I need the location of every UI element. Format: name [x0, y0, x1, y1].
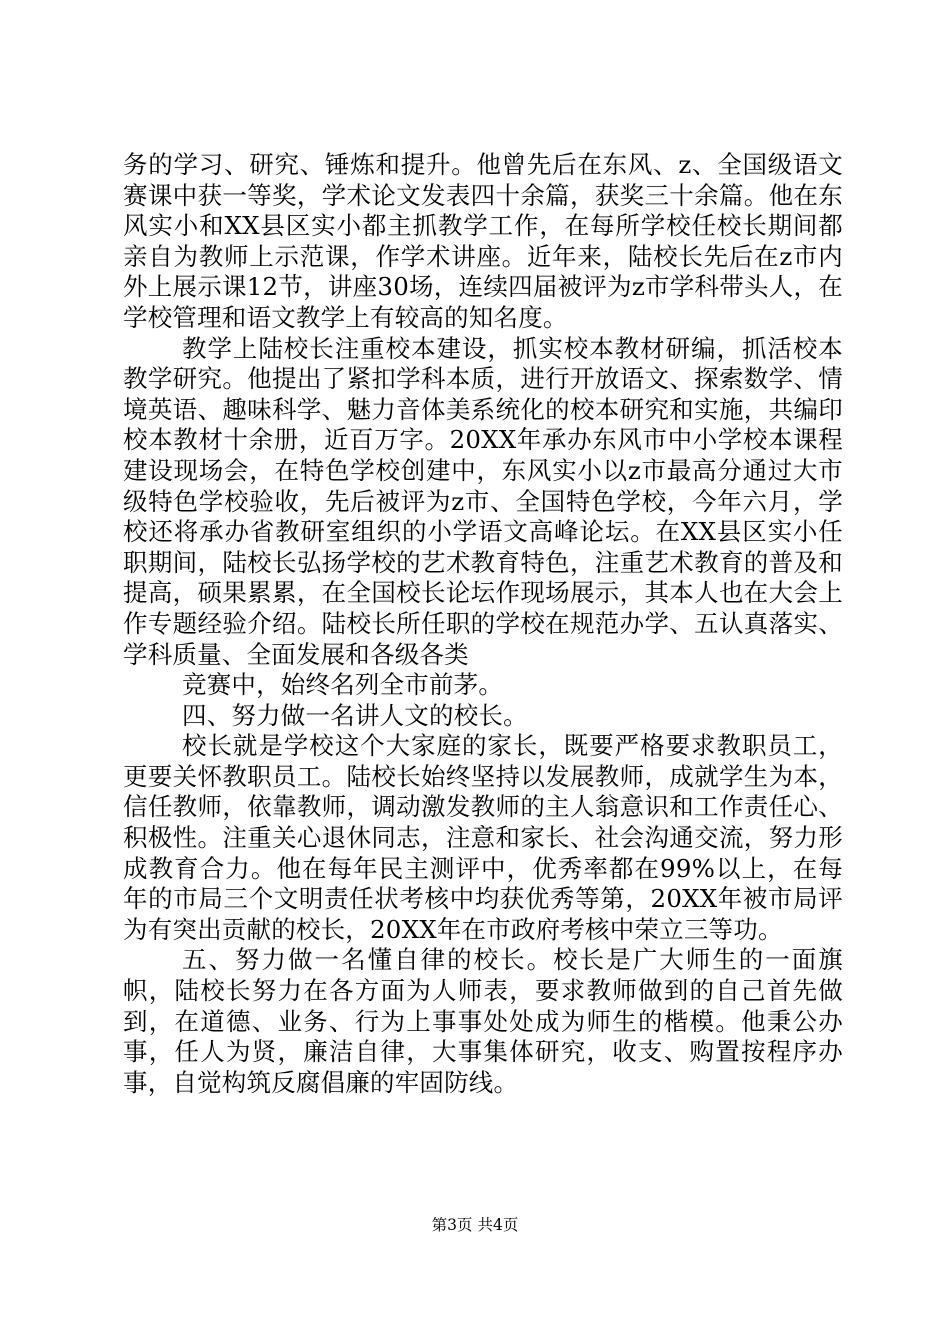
paragraph-6: 五、努力做一名懂自律的校长。校长是广大师生的一面旗帜，陆校长努力在各方面为人师表，要求教师做到的自己首先做到，在道德、业务、行为上事事处处成为师生的楷模。他秉公办事，任人为贤，廉洁自律，大事集体研究，收支、购置按程序办事，自觉构筑反腐倡廉的牢固防线。: [123, 945, 843, 1097]
paragraph-5: 校长就是学校这个大家庭的家长，既要严格要求教职员工，更要关怀教职员工。陆校长始终坚持以发展教师，成就学生为本，信任教师，依靠教师，调动激发教师的主人翁意识和工作责任心、积极性。注重关心退休同志，注意和家长、社会沟通交流，努力形成教育合力。他在每年民主测评中，优秀率都在99%以上，在每年的市局三个文明责任状考核中均获优秀等第，20XX年被市局评为有突出贡献的校长，20XX年在市政府考核中荣立三等功。: [123, 731, 843, 944]
page-number-footer: 第3页 共4页: [431, 1216, 519, 1234]
paragraph-3: 竞赛中，始终名列全市前茅。: [182, 670, 504, 700]
paragraph-2: 教学上陆校长注重校本建设，抓实校本教材研编，抓活校本教学研究。他提出了紧扣学科本质，进行开放语文、探索数学、情境英语、趣味科学、魅力音体美系统化的校本研究和实施，共编印校本教材十余册，近百万字。20XX年承办东风市中小学校本课程建设现场会，在特色学校创建中，东风实小以z市最高分通过大市级特色学校验收，先后被评为z市、全国特色学校，今年六月，学校还将承办省教研室组织的小学语文高峰论坛。在XX县区实小任职期间，陆校长弘扬学校的艺术教育特色，注重艺术教育的普及和提高，硕果累累，在全国校长论坛作现场展示，其本人也在大会上作专题经验介绍。陆校长所任职的学校在规范办学、五认真落实、学科质量、全面发展和各级各类: [123, 333, 843, 669]
paragraph-1: 务的学习、研究、锤炼和提升。他曾先后在东风、z、全国级语文赛课中获一等奖，学术论文发表四十余篇，获奖三十余篇。他在东风实小和XX县区实小都主抓教学工作，在每所学校任校长期间都亲自为教师上示范课，作学术讲座。近年来，陆校长先后在z市内外上展示课12节，讲座30场，连续四届被评为z市学科带头人，在学校管理和语文教学上有较高的知名度。: [123, 150, 843, 332]
document-body: [123, 150, 843, 1098]
section-heading-4: 四、努力做一名讲人文的校长。: [182, 700, 528, 730]
